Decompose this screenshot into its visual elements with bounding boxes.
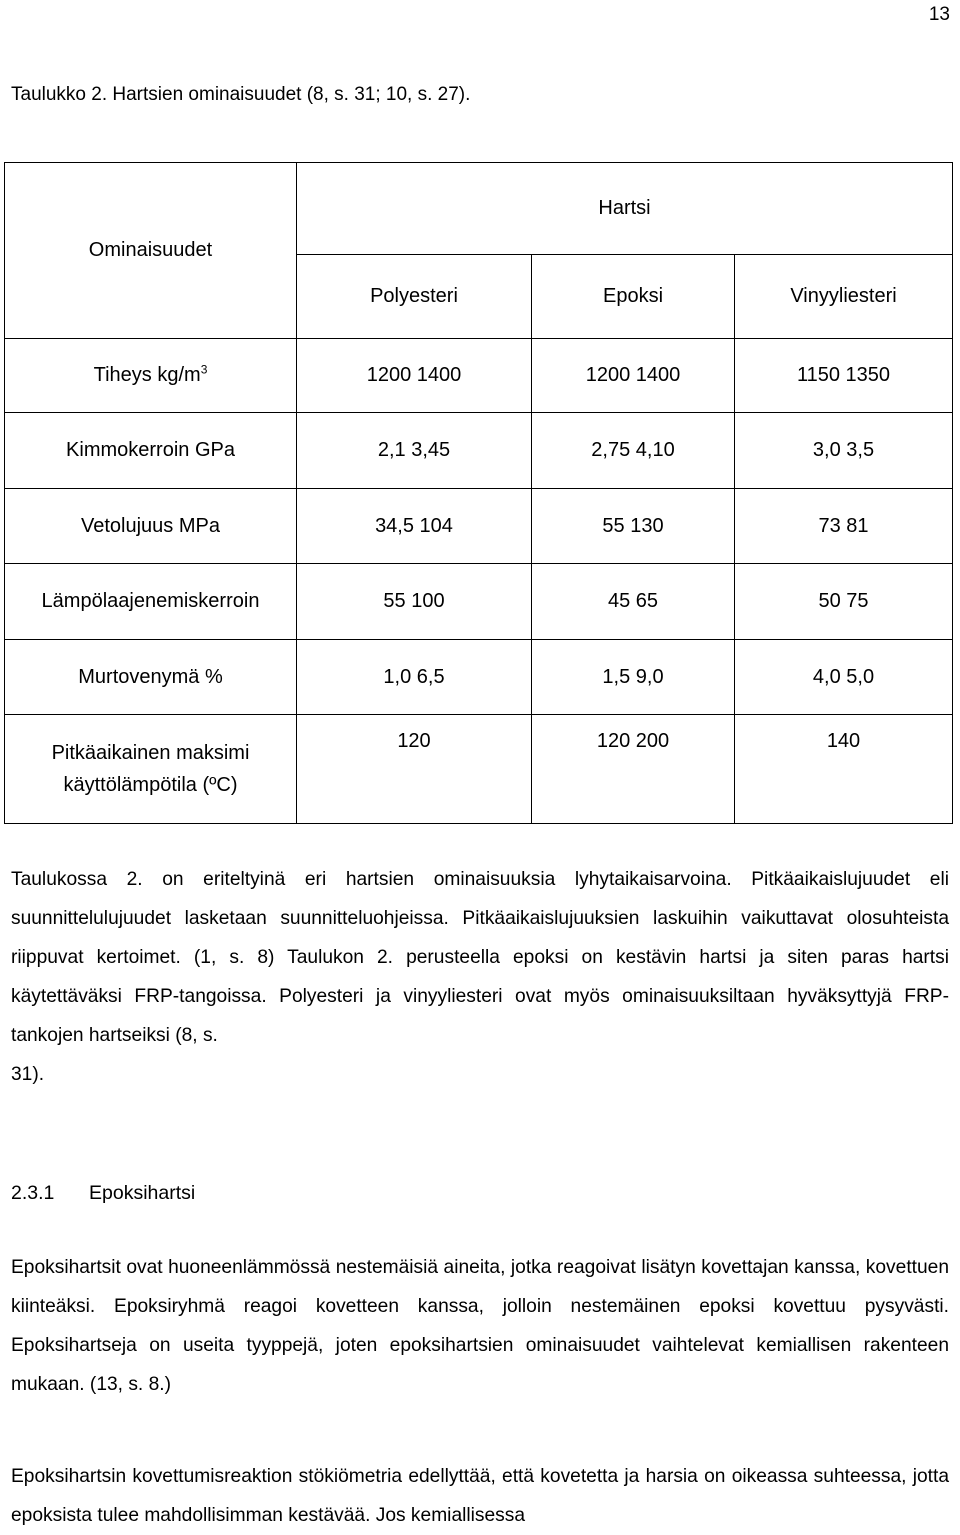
resin-properties-table	[4, 162, 953, 824]
page-number: 13	[928, 4, 950, 25]
table-row	[5, 489, 953, 564]
header-resin-group: Hartsi	[297, 163, 953, 255]
table-cell: 3,0 3,5	[735, 413, 953, 489]
row-label: Tiheys $kg/m^3$	[5, 339, 297, 413]
table-cell: 55 100	[297, 564, 532, 640]
table-cell: 45 65	[532, 564, 735, 640]
row-label: Vetolujuus MPa	[5, 489, 297, 564]
row-label: Kimmokerroin GPa	[5, 413, 297, 489]
table-cell: 1200 1400	[532, 339, 735, 413]
table-row	[5, 715, 953, 824]
table-cell: 120 200	[532, 715, 735, 824]
row-label: Murtovenymä %	[5, 640, 297, 715]
table-cell: 1200 1400	[297, 339, 532, 413]
paragraph-epoxy-intro: Epoksihartsit ovat huoneenlämmössä nestemäisiä aineita, jotka reagoivat lisätyn kovettajan kanssa, kovettuen kiinteäksi. Epoksiryhmä reagoi kovetteen kanssa, jolloin nestemäinen epoksi kovettuu pysyvästi. Epoksihartseja on useita tyyppejä, joten epoksihartsien ominaisuudet vaihtelevat kemiallisen rakenteen mukaan. (13, s. 8.)	[11, 1257, 949, 1395]
column-header: Vinyyliesteri	[735, 255, 953, 339]
table-row	[5, 339, 953, 413]
paragraph-table-discussion: Taulukossa 2. on eriteltyinä eri hartsien ominaisuuksia lyhytaikaisarvoina. Pitkäaikaislujuudet eli suunnittelulujuudet lasketaan suunnitteluohjeissa. Pitkäaikaislujuuksien laskuihin vaikuttavat olosuhteista riippuvat kertoimet. (1, s. 8) Taulukon 2. perusteella epoksi on kestävin hartsi ja siten paras hartsi käytettäväksi FRP-tangoissa. Polyesteri ja vinyyliesteri ovat myös ominaisuuksiltaan hyväksyttyjä FRP-tankojen hartseiksi (8, s. 31).	[11, 869, 949, 1085]
table-cell: 1,0 6,5	[297, 640, 532, 715]
row-label: Lämpölaajenemiskerroin	[5, 564, 297, 640]
table-cell: 34,5 104	[297, 489, 532, 564]
table-row	[5, 564, 953, 640]
column-header: Epoksi	[532, 255, 735, 339]
table-cell: 120	[297, 715, 532, 824]
table-row	[5, 640, 953, 715]
column-header: Polyesteri	[297, 255, 532, 339]
paragraph-epoxy-curing: Epoksihartsin kovettumisreaktion stökiömetria edellyttää, että kovetetta ja harsia on oikeassa suhteessa, jotta epoksista tulee mahdollisimman kestävää. Jos kemiallisessa	[11, 1466, 949, 1526]
table-caption: Taulukko 2. Hartsien ominaisuudet (8, s. 31; 10, s. 27).	[11, 84, 471, 105]
table-cell: 1150 1350	[735, 339, 953, 413]
table-cell: 1,5 9,0	[532, 640, 735, 715]
table-cell: 55 130	[532, 489, 735, 564]
table-cell: 2,1 3,45	[297, 413, 532, 489]
table-cell: 50 75	[735, 564, 953, 640]
section-number: 2.3.1	[11, 1182, 55, 1204]
section-heading	[11, 1182, 195, 1205]
table-row	[5, 413, 953, 489]
table-cell: 140	[735, 715, 953, 824]
table-cell: 2,75 4,10	[532, 413, 735, 489]
table-cell: 73 81	[735, 489, 953, 564]
table-cell: 4,0 5,0	[735, 640, 953, 715]
header-properties: Ominaisuudet	[5, 163, 297, 339]
row-label: Pitkäaikainen maksimi käyttölämpötila (ºC)	[5, 715, 297, 824]
section-title: Epoksihartsi	[89, 1182, 196, 1204]
